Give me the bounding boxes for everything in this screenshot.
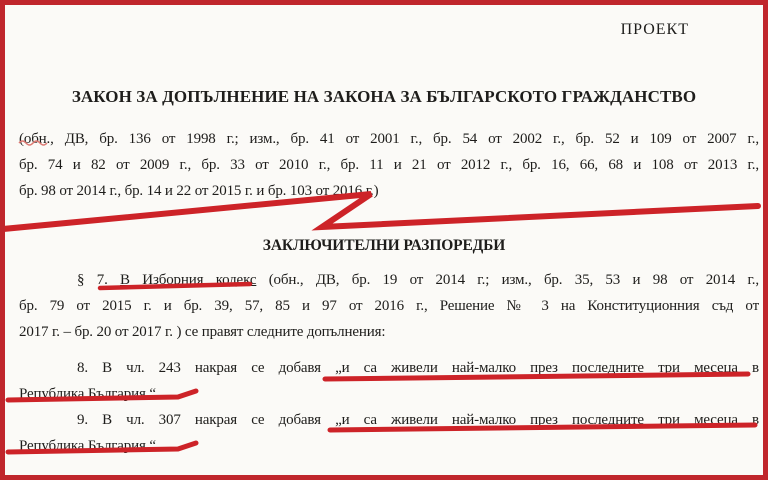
item8-line-1: 8. В чл. 243 накрая се добавя „и са живели най-малко през последните три месеца в bbox=[77, 360, 759, 376]
promulgation-line-2: бр. 74 и 82 от 2009 г., бр. 33 от 2010 г., бр. 11 и 21 от 2012 г., бр. 16, 66, 68 и 108 от 2013 г., bbox=[19, 157, 759, 173]
promulgation-line-1: (обн., ДВ, бр. 136 от 1998 г.; изм., бр. 41 от 2001 г., бр. 54 от 2002 г., бр. 52 и 109 от 2007 г., bbox=[19, 131, 759, 147]
law-title: ЗАКОН ЗА ДОПЪЛНЕНИЕ НА ЗАКОНА ЗА БЪЛГАРСКОТО ГРАЖДАНСТВО bbox=[71, 87, 697, 106]
item9-line-2: Република България.“. bbox=[19, 438, 160, 454]
par7-line1-rest: (обн., ДВ, бр. 19 от 2014 г.; изм., бр. 35, 53 и 98 от 2014 г., bbox=[256, 272, 759, 288]
paragraph-7 bbox=[19, 267, 759, 345]
par7-line-1 bbox=[19, 267, 759, 293]
item9-line-1: 9. В чл. 307 накрая се добавя „и са живели най-малко през последните три месеца в bbox=[77, 412, 759, 428]
closing-provisions-heading: ЗАКЛЮЧИТЕЛНИ РАЗПОРЕДБИ bbox=[262, 237, 506, 254]
amendment-item-8 bbox=[19, 355, 759, 407]
par7-line-2: бр. 79 от 2015 г. и бр. 39, 57, 85 и 97 от 2016 г., Решение № 3 на Конституционния съд от bbox=[19, 298, 759, 314]
promulgation-line-3: бр. 98 от 2014 г., бр. 14 и 22 от 2015 г. и бр. 103 от 2016 г.) bbox=[19, 183, 379, 199]
amendment-item-9 bbox=[19, 407, 759, 459]
par7-prefix: § 7. bbox=[77, 272, 121, 288]
draft-label: ПРОЕКТ bbox=[620, 21, 689, 38]
item8-line-2: Република България.“. bbox=[19, 386, 160, 402]
par7-line-3: 2017 г. – бр. 20 от 2017 г. ) се правят следните допълнения: bbox=[19, 324, 386, 340]
izborniya-kodeks-underlined-text: В Изборния кодекс bbox=[120, 272, 257, 288]
promulgation-note bbox=[19, 126, 759, 204]
